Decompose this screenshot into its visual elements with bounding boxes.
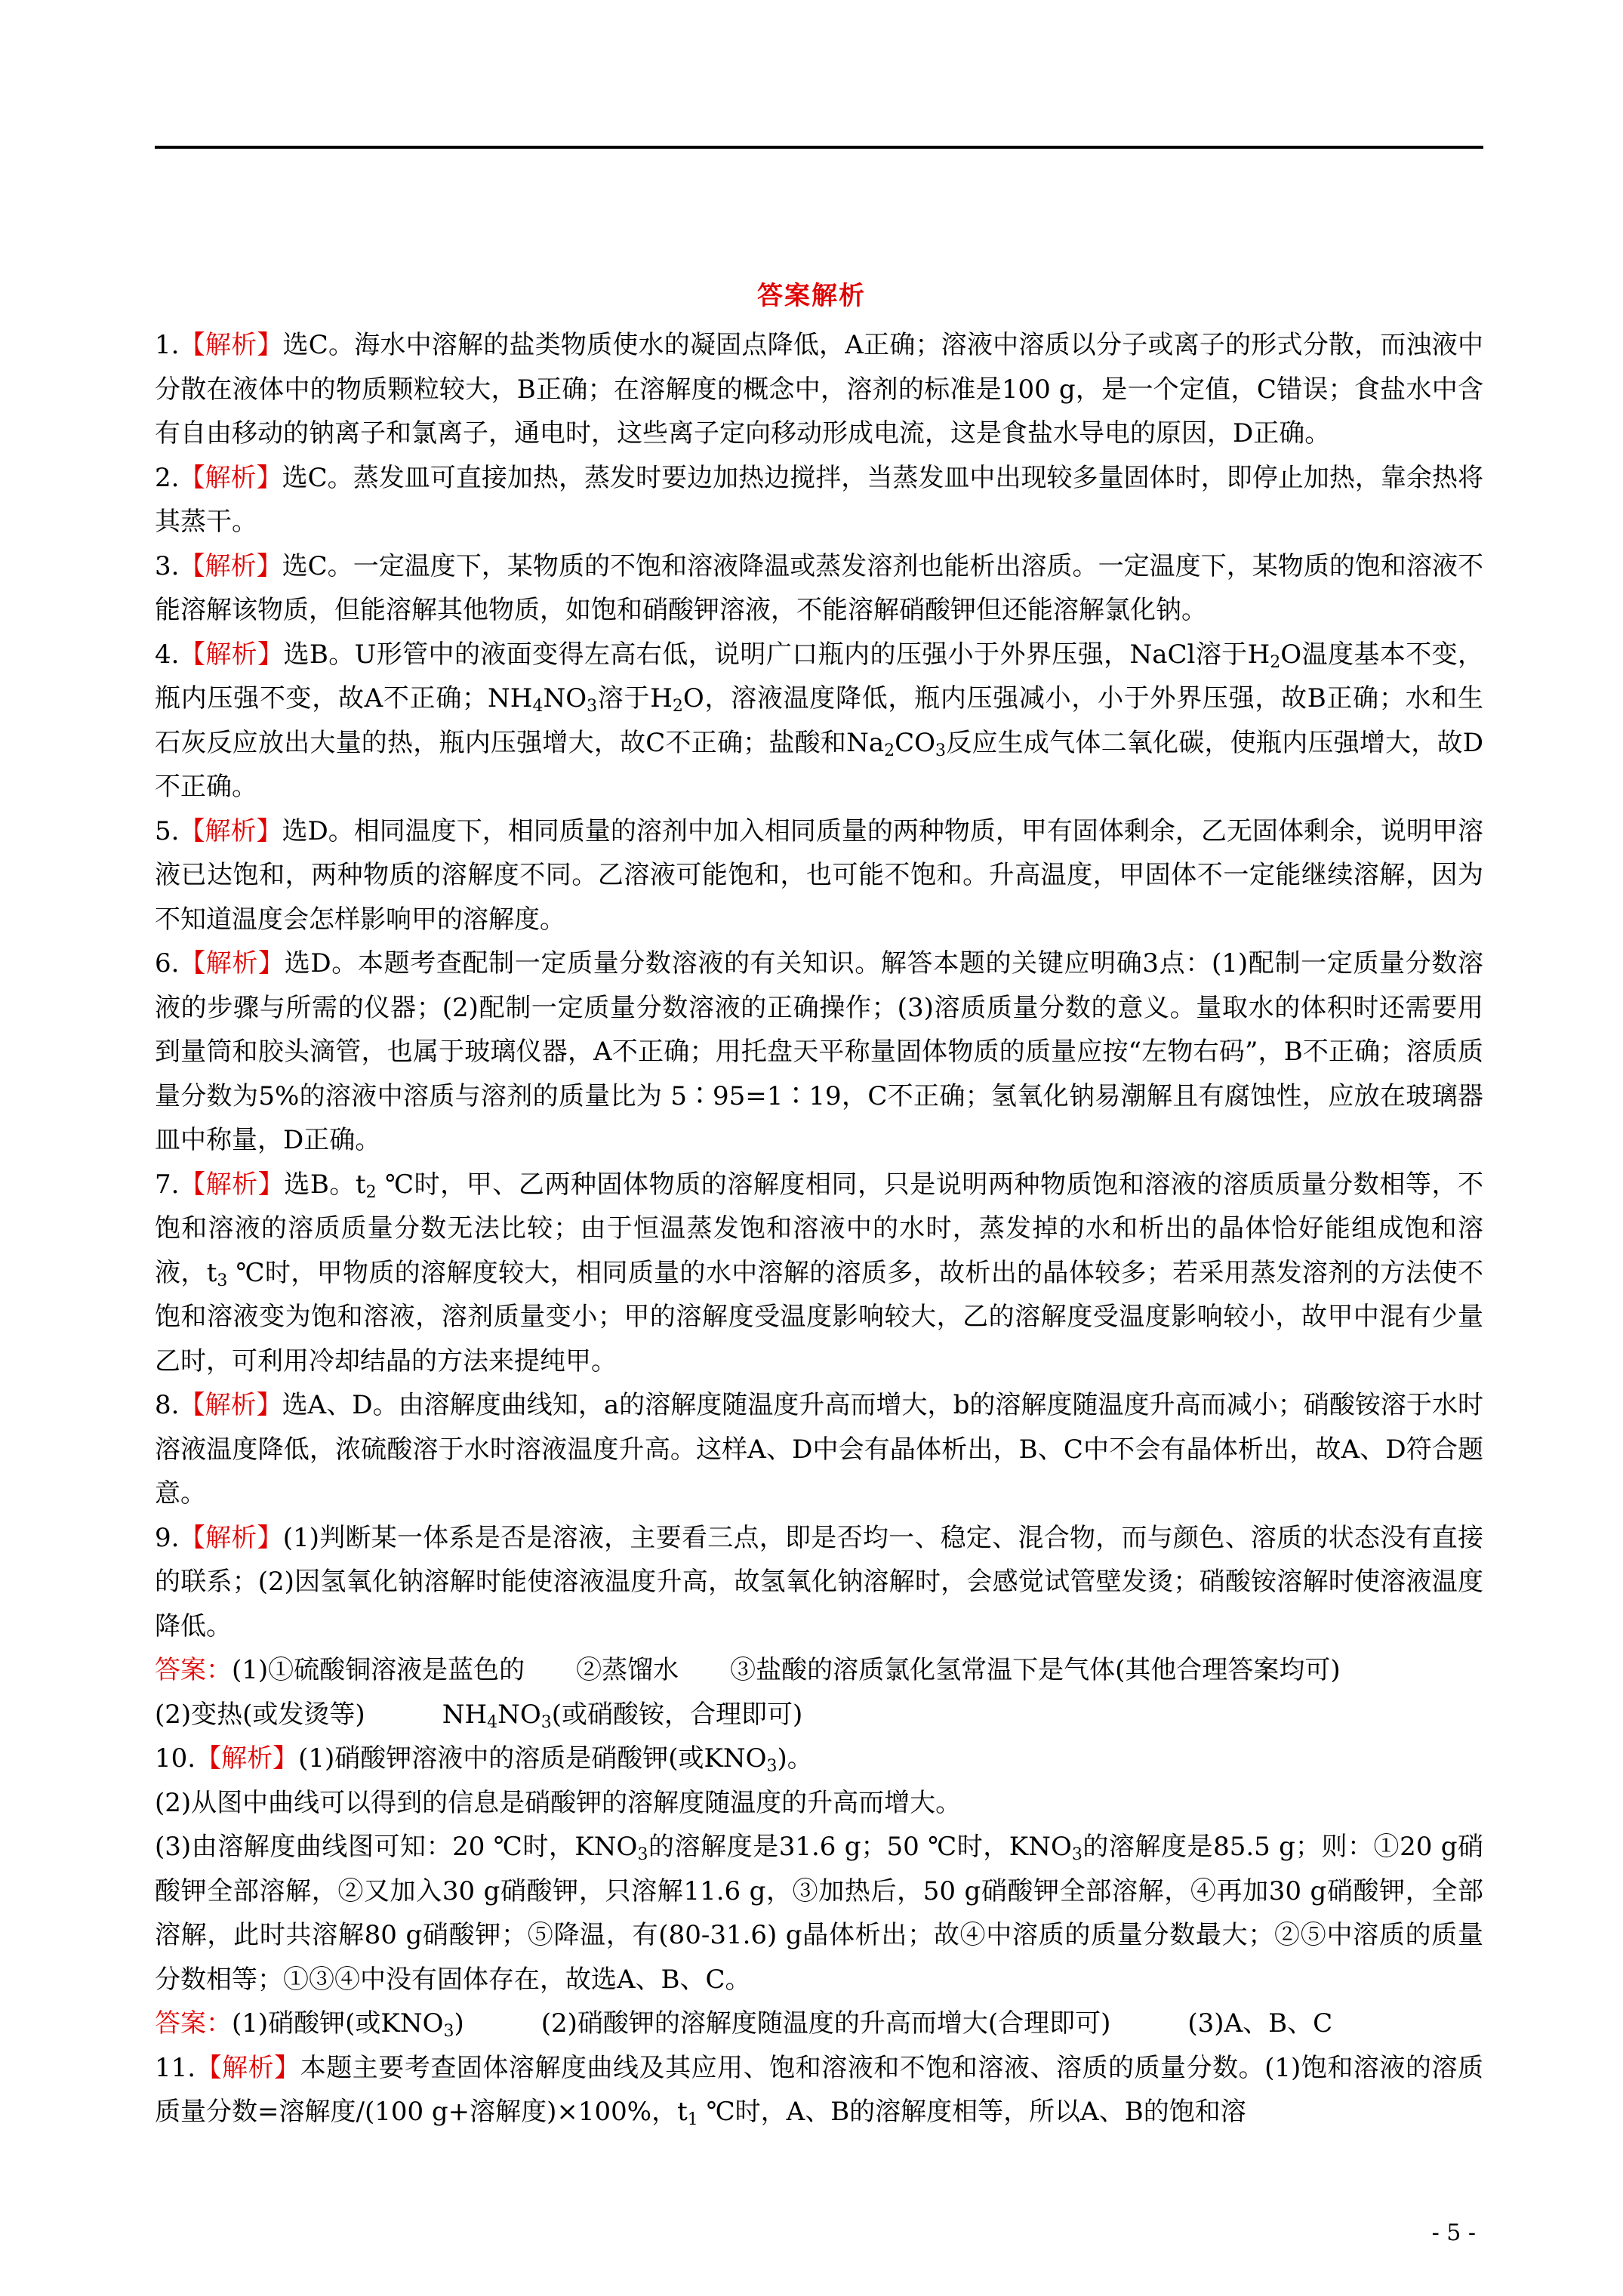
item-text: (1)判断某一体系是否是溶液，主要看三点，即是否均一、稳定、混合物，而与颜色、溶质的状态没有直接的联系；(2)因氢氧化钠溶解时能使溶液温度升高，故氢氧化钠溶解时，会感觉试管壁发烫；硝酸铵溶解时使溶液温度降低。	[155, 1522, 1483, 1641]
analysis-tag: 【解析】	[179, 1522, 283, 1553]
item-10-answer	[155, 2002, 1483, 2046]
analysis-tag: 【解析】	[179, 462, 282, 493]
item-number: 4.	[155, 639, 180, 670]
item-text: 的溶解度是31.6 g；50 ℃时，KNO	[648, 1832, 1072, 1862]
item-number: 8.	[155, 1390, 180, 1420]
item-text: 选C。海水中溶解的盐类物质使水的凝固点降低，A正确；溶液中溶质以分子或离子的形式分散，而浊液中分散在液体中的物质颗粒较大，B正确；在溶解度的概念中，溶剂的标准是100 g，是一个定值，C错误；食盐水中含有自由移动的钠离子和氯离子，通电时，这些离子定向移动形成电流，这是食盐水导电的原因，D正确。	[155, 330, 1483, 448]
item-text: 本题主要考查固体溶解度曲线及其应用、饱和溶液和不饱和溶液、溶质的质量分数。(1)饱和溶液的溶质质量分数=溶解度/(100 g+溶解度)×100%，t	[155, 2052, 1483, 2127]
page-number: - 5 -	[1431, 2220, 1476, 2246]
subscript: 4	[532, 697, 544, 716]
item-text: CO	[895, 727, 935, 758]
page-title: 答案解析	[757, 281, 866, 311]
answer-text: NO	[497, 1699, 541, 1730]
item-number: 5.	[155, 815, 180, 846]
item-text: 选D。相同温度下，相同质量的溶剂中加入相同质量的两种物质，甲有固体剩余，乙无固体剩余，说明甲溶液已达饱和，两种物质的溶解度不同。乙溶液可能饱和，也可能不饱和。升高温度，甲固体不一定能继续溶解，因为不知道温度会怎样影响甲的溶解度。	[155, 815, 1483, 935]
subscript: 4	[487, 1712, 498, 1732]
subscript: 3	[637, 1845, 648, 1864]
item-text: 选C。蒸发皿可直接加热，蒸发时要边加热边搅拌，当蒸发皿中出现较多量固体时，即停止加热，靠余热将其蒸干。	[155, 462, 1484, 537]
item-11	[155, 2046, 1483, 2134]
item-10-part3	[155, 1825, 1483, 2002]
item-9-answer-line2	[155, 1693, 1483, 1737]
analysis-tag: 【解析】	[179, 815, 282, 846]
analysis-tag: 【解析】	[179, 948, 285, 978]
answer-text: (1)硝酸钾(或KNO	[232, 2008, 444, 2039]
item-number: 3.	[155, 550, 180, 581]
item-text: (3)由溶解度曲线图可知：20 ℃时，KNO	[155, 1832, 638, 1862]
answer-tag: 答案：	[155, 1655, 232, 1685]
item-text: O温度基本不变，瓶内压强不变，故A不正确；NH	[155, 639, 1484, 713]
subscript: 3	[587, 697, 598, 716]
item-text: 选B。t	[284, 1169, 366, 1200]
subscript: 3	[766, 1757, 778, 1776]
item-number: 7.	[155, 1169, 180, 1200]
analysis-tag: 【解析】	[179, 639, 284, 670]
item-text: 选A、D。由溶解度曲线知，a的溶解度随温度升高而增大，b的溶解度随温度升高而减小；硝酸铵溶于水时溶液温度降低，浓硫酸溶于水时溶液温度升高。这样A、D中会有晶体析出，B、C中不会有晶体析出，故A、D符合题意。	[155, 1390, 1483, 1509]
item-10	[155, 1737, 1483, 1781]
item-text: O，溶液温度降低，瓶内压强减小，小于外界压强，故B正确；水和生石灰反应放出大量的热，瓶内压强增大，故C不正确；盐酸和Na	[155, 683, 1483, 758]
item-number: 1.	[155, 330, 180, 360]
subscript: 2	[884, 741, 895, 760]
answer-text: (2)变热(或发烫等) NH	[155, 1699, 488, 1730]
analysis-tag: 【解析】	[179, 1169, 285, 1200]
item-number: 10.	[155, 1743, 196, 1774]
subscript: 1	[687, 2110, 698, 2129]
item-text: ℃时，甲物质的溶解度较大，相同质量的水中溶解的溶质多，故析出的晶体较多；若采用蒸发溶剂的方法使不饱和溶液变为饱和溶液，溶剂质量变小；甲的溶解度受温度影响较大，乙的溶解度受温度影响较小，故甲中混有少量乙时，可利用冷却结晶的方法来提纯甲。	[155, 1257, 1483, 1376]
analysis-tag: 【解析】	[179, 1390, 282, 1420]
item-text: ℃时，A、B的溶解度相等，所以A、B的饱和溶	[698, 2097, 1246, 2127]
subscript: 3	[540, 1712, 552, 1732]
answer-body	[155, 323, 1483, 2134]
answer-text: (或硝酸铵，合理即可)	[551, 1699, 803, 1730]
subscript: 3	[1071, 1845, 1083, 1864]
item-1	[155, 323, 1483, 456]
item-text: (2)从图中曲线可以得到的信息是硝酸钾的溶解度随温度的升高而增大。	[155, 1787, 962, 1818]
subscript: 2	[1270, 652, 1281, 672]
item-3	[155, 544, 1483, 633]
item-text: 溶于H	[597, 683, 673, 713]
item-text: )。	[777, 1743, 813, 1774]
item-number: 2.	[155, 462, 180, 493]
answer-text: ) (2)硝酸钾的溶解度随温度的升高而增大(合理即可) (3)A、B、C	[454, 2008, 1333, 2039]
item-text: 的溶解度是85.5 g；则：①20 g硝酸钾全部溶解，②又加入30 g硝酸钾，只溶解11.6 g，③加热后，50 g硝酸钾全部溶解，④再加30 g硝酸钾，全部溶解，此时共溶解80 g硝酸钾；⑤降温，有(80-31.6) g晶体析出；故④中溶质的质量分数最大；②⑤中溶质的质量分数相等；①③④中没有固体存在，故选A、B、C。	[155, 1832, 1483, 1995]
item-text: (1)硝酸钾溶液中的溶质是硝酸钾(或KNO	[298, 1743, 767, 1774]
item-text: 选B。U形管中的液面变得左高右低，说明广口瓶内的压强小于外界压强，NaCl溶于H	[283, 639, 1270, 670]
subscript: 3	[935, 741, 946, 760]
item-text: 选D。本题考查配制一定质量分数溶液的有关知识。解答本题的关键应明确3点：(1)配制一定质量分数溶液的步骤与所需的仪器；(2)配制一定质量分数溶液的正确操作；(3)溶质质量分数的意义。量取水的体积时还需要用到量筒和胶头滴管，也属于玻璃仪器，A不正确；用托盘天平称量固体物质的质量应按“左物右码”，B不正确；溶质质量分数为5%的溶液中溶质与溶剂的质量比为 5∶95=1∶19，C不正确；氢氧化钠易潮解且有腐蚀性，应放在玻璃器皿中称量，D正确。	[155, 948, 1483, 1155]
analysis-tag: 【解析】	[196, 1743, 299, 1774]
item-9-answer	[155, 1648, 1483, 1693]
answer-text: (1)①硫酸铜溶液是蓝色的 ②蒸馏水 ③盐酸的溶质氯化氢常温下是气体(其他合理答案均可)	[232, 1655, 1341, 1685]
item-2	[155, 456, 1483, 544]
subscript: 2	[365, 1182, 377, 1202]
item-7	[155, 1163, 1483, 1384]
header-rule	[155, 146, 1483, 149]
item-number: 6.	[155, 948, 180, 978]
item-text: 选C。一定温度下，某物质的不饱和溶液降温或蒸发溶剂也能析出溶质。一定温度下，某物质的饱和溶液不能溶解该物质，但能溶解其他物质，如饱和硝酸钾溶液，不能溶解硝酸钾但还能溶解氯化钠。	[155, 550, 1484, 625]
item-number: 9.	[155, 1522, 180, 1553]
subscript: 3	[217, 1271, 228, 1290]
item-8	[155, 1383, 1483, 1516]
item-text: NO	[543, 683, 587, 713]
analysis-tag: 【解析】	[179, 330, 283, 360]
analysis-tag: 【解析】	[179, 550, 282, 581]
subscript: 3	[443, 2022, 454, 2041]
item-6	[155, 942, 1483, 1163]
item-text: ℃时，甲、乙两种固体物质的溶解度相同，只是说明两种物质饱和溶液的溶质质量分数相等，不饱和溶液的溶质质量分数无法比较；由于恒温蒸发饱和溶液中的水时，蒸发掉的水和析出的晶体恰好能组成饱和溶液，t	[155, 1169, 1484, 1288]
item-9	[155, 1516, 1483, 1649]
subscript: 2	[672, 697, 683, 716]
item-number: 11.	[155, 2052, 196, 2083]
item-text: 反应生成气体二氧化碳，使瓶内压强增大，故D不正确。	[155, 727, 1483, 802]
item-4	[155, 633, 1483, 809]
answer-tag: 答案：	[155, 2008, 232, 2039]
analysis-tag: 【解析】	[196, 2052, 300, 2083]
item-10-part2	[155, 1781, 1483, 1826]
item-5	[155, 809, 1483, 942]
